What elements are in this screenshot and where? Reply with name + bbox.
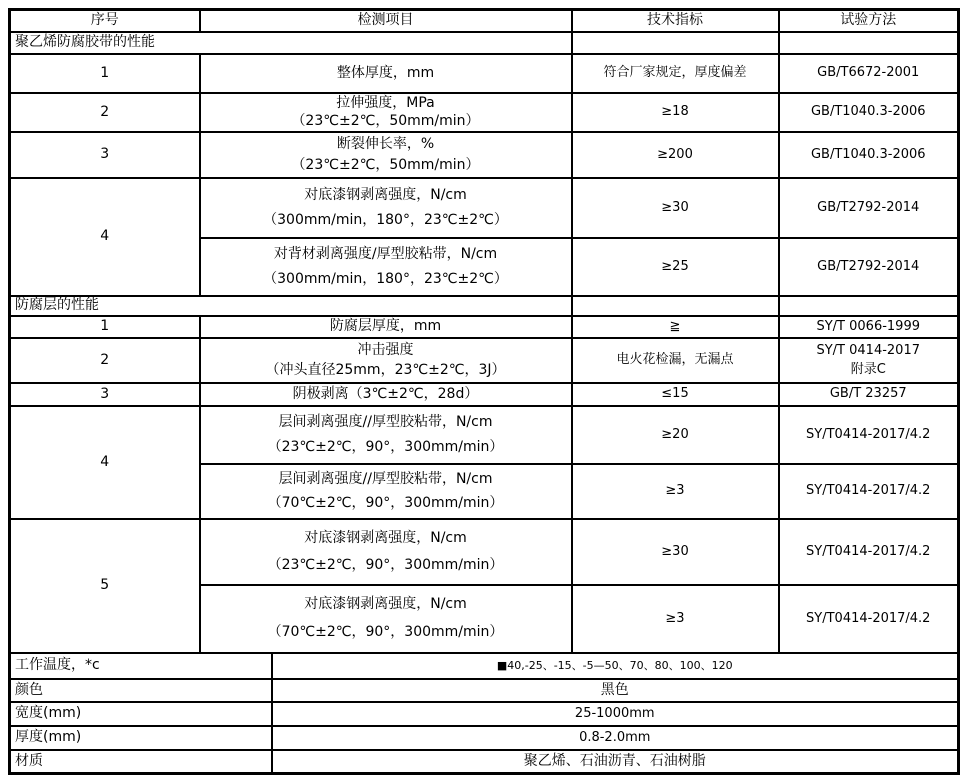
header-no: 序号 [10, 10, 200, 33]
row-no: 4 [10, 406, 200, 519]
table-row [10, 406, 959, 464]
method-line2: 附录C [850, 362, 886, 378]
row-item [200, 132, 572, 178]
table-row [10, 383, 959, 406]
row-item [200, 338, 572, 383]
header-item: 检测项目 [200, 10, 572, 33]
section-row [10, 296, 959, 316]
header-indicator: 技术指标 [572, 10, 779, 33]
property-label: 厚度(mm) [10, 726, 272, 750]
row-method: GB/T 23257 [779, 383, 959, 406]
header-method: 试验方法 [779, 10, 959, 33]
row-no: 3 [10, 383, 200, 406]
item-line1: 对底漆钢剥离强度，N/cm [304, 186, 467, 203]
item-line1: 对底漆钢剥离强度，N/cm [304, 596, 467, 613]
item-line2: （23℃±2℃，90°，300mm/min） [267, 556, 504, 573]
row-indicator: ≥3 [572, 464, 779, 519]
row-item [200, 585, 572, 653]
row-item [200, 178, 572, 238]
row-no: 2 [10, 338, 200, 383]
table-row [10, 316, 959, 338]
row-item [200, 406, 572, 464]
row-no: 3 [10, 132, 200, 178]
empty-cell [572, 32, 779, 54]
row-method: GB/T1040.3-2006 [779, 132, 959, 178]
table-row [10, 93, 959, 132]
item-line2: （70℃±2℃，90°，300mm/min） [267, 624, 504, 641]
row-indicator: ≧ [572, 316, 779, 338]
row-item [200, 238, 572, 296]
empty-cell [572, 296, 779, 316]
item-line2: （23℃±2℃，50mm/min） [291, 112, 480, 129]
row-method: GB/T6672-2001 [779, 54, 959, 93]
property-row [10, 679, 959, 702]
property-row [10, 726, 959, 750]
section-title: 防腐层的性能 [10, 296, 572, 316]
property-value: ■40,-25、-15、-5—50、70、80、100、120 [272, 653, 959, 679]
row-item: 阴极剥离（3℃±2℃，28d） [200, 383, 572, 406]
row-method: SY/T0414-2017/4.2 [779, 585, 959, 653]
empty-cell [779, 296, 959, 316]
row-no: 4 [10, 178, 200, 296]
item-line1: 对背材剥离强度/厚型胶粘带，N/cm [273, 246, 498, 262]
row-indicator: ≥20 [572, 406, 779, 464]
row-method [779, 338, 959, 383]
row-item [200, 93, 572, 132]
item-line1: 层间剥离强度//厚型胶粘带，N/cm [278, 471, 493, 487]
method-line1: SY/T 0414-2017 [816, 342, 920, 358]
row-no: 5 [10, 519, 200, 653]
row-indicator: 符合厂家规定，厚度偏差 [572, 54, 779, 93]
table-row [10, 338, 959, 383]
property-row [10, 653, 959, 679]
row-method: SY/T 0066-1999 [779, 316, 959, 338]
empty-cell [779, 32, 959, 54]
table-row [10, 132, 959, 178]
item-line2: （冲头直径25mm，23℃±2℃，3J） [265, 361, 506, 378]
item-line2: （23℃±2℃，50mm/min） [291, 156, 480, 173]
property-label: 颜色 [10, 679, 272, 702]
property-value: 黑色 [272, 679, 959, 702]
page [0, 8, 965, 769]
item-line1: 对底漆钢剥离强度，N/cm [304, 529, 467, 546]
item-line2: （300mm/min，180°，23℃±2℃） [263, 211, 508, 228]
row-no: 1 [10, 54, 200, 93]
row-no: 1 [10, 316, 200, 338]
property-value: 0.8-2.0mm [272, 726, 959, 750]
property-row [10, 750, 959, 774]
item-line2: （300mm/min，180°，23℃±2℃） [263, 270, 508, 287]
row-method: GB/T1040.3-2006 [779, 93, 959, 132]
table-row [10, 54, 959, 93]
row-item: 防腐层厚度，mm [200, 316, 572, 338]
section-title: 聚乙烯防腐胶带的性能 [10, 32, 572, 54]
row-indicator: ≥200 [572, 132, 779, 178]
property-value: 25-1000mm [272, 702, 959, 726]
row-no: 2 [10, 93, 200, 132]
item-line1: 断裂伸长率，% [336, 136, 435, 152]
row-indicator: ≥25 [572, 238, 779, 296]
section-row [10, 32, 959, 54]
row-indicator: ≥3 [572, 585, 779, 653]
row-method: GB/T2792-2014 [779, 238, 959, 296]
item-line1: 拉伸强度，MPa [336, 94, 435, 111]
row-indicator: ≥30 [572, 519, 779, 585]
row-method: SY/T0414-2017/4.2 [779, 464, 959, 519]
table-row [10, 178, 959, 238]
table-row [10, 519, 959, 585]
property-row [10, 702, 959, 726]
row-item: 整体厚度，mm [200, 54, 572, 93]
row-indicator: ≥18 [572, 93, 779, 132]
spec-table [8, 8, 960, 775]
row-indicator: 电火花检漏，无漏点 [572, 338, 779, 383]
row-indicator: ≤15 [572, 383, 779, 406]
property-label: 宽度(mm) [10, 702, 272, 726]
item-line1: 冲击强度 [357, 341, 414, 358]
property-value: 聚乙烯、石油沥青、石油树脂 [272, 750, 959, 774]
property-label: 材质 [10, 750, 272, 774]
row-item [200, 519, 572, 585]
item-line2: （70℃±2℃，90°，300mm/min） [267, 494, 504, 511]
row-method: GB/T2792-2014 [779, 178, 959, 238]
row-method: SY/T0414-2017/4.2 [779, 519, 959, 585]
property-label: 工作温度，*c [10, 653, 272, 679]
row-item [200, 464, 572, 519]
row-indicator: ≥30 [572, 178, 779, 238]
item-line2: （23℃±2℃，90°，300mm/min） [267, 438, 504, 455]
item-line1: 层间剥离强度//厚型胶粘带，N/cm [278, 414, 493, 430]
table-header-row [10, 10, 959, 33]
row-method: SY/T0414-2017/4.2 [779, 406, 959, 464]
